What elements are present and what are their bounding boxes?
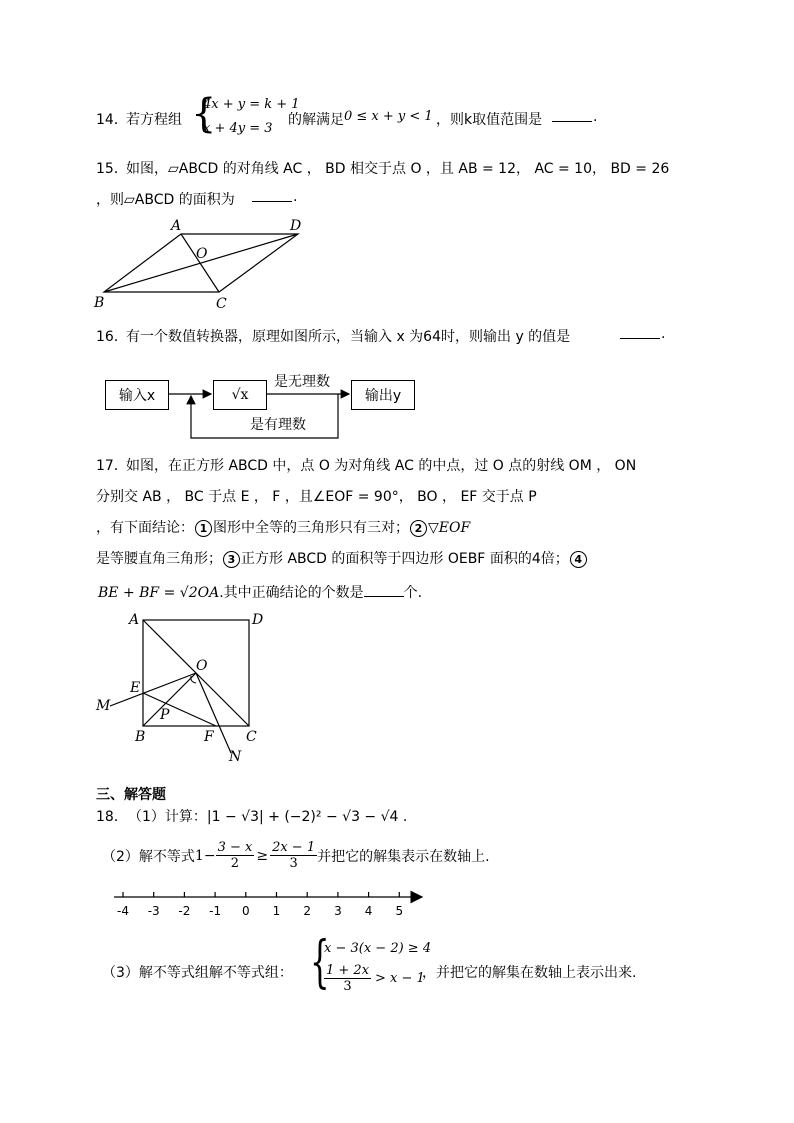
- conclusion-2-text: 是等腰直角三角形；: [96, 551, 222, 567]
- label-a: A: [171, 218, 182, 234]
- q18-part1: （1）计算：|1 − √3| + (−2)² − √3 − √4 .: [128, 809, 408, 825]
- q17-line4: [96, 548, 588, 568]
- q14-answer-blank: [552, 109, 592, 126]
- q14-brace: {: [191, 91, 217, 137]
- conclusion-1-marker: 1: [195, 520, 212, 537]
- flow-output-box: 输出y: [351, 380, 415, 410]
- q14-eq1: 4x + y = k + 1: [203, 97, 300, 112]
- q18-part2-tail: 并把它的解集表示在数轴上.: [317, 848, 490, 865]
- flow-input-box: 输入x: [105, 380, 169, 410]
- tick-label: 5: [395, 904, 404, 918]
- q18-part2-fraction1: $\frac{3 - x}{2}$: [217, 840, 253, 871]
- q17-number: 17．: [96, 458, 128, 474]
- q18-part2-fraction2: $\frac{2x - 1}{3}$: [272, 840, 316, 871]
- tick-label: 1: [272, 904, 281, 918]
- q15-parallelogram-figure: [88, 212, 318, 314]
- tick-label: 4: [364, 904, 373, 918]
- q17-square-figure: [90, 608, 270, 768]
- segment-ef: [143, 693, 216, 726]
- label-n-17: N: [229, 749, 242, 765]
- q17-line5: [98, 582, 422, 602]
- ray-om: [110, 673, 196, 706]
- tick-label: 2: [303, 904, 312, 918]
- q18-part3-lead: （3）解不等式组解不等式组：: [102, 965, 293, 981]
- q18-part3-tail: ，并把它的解集在数轴上表示出来.: [422, 965, 637, 981]
- tick-label: -3: [147, 904, 160, 918]
- conclusion-2-triangle: ▽EOF: [428, 520, 471, 536]
- q18-part3-eq2: [324, 963, 425, 994]
- q15-answer-blank: [252, 189, 292, 206]
- conclusion-4-text: BE + BF = √2OA: [98, 585, 220, 601]
- tick-label: -1: [209, 904, 222, 918]
- q15-end: .: [293, 189, 298, 205]
- q14-lead: 若方程组: [126, 112, 182, 128]
- q18-part3-eq1: x − 3(x − 2) ≥ 4: [324, 941, 432, 956]
- segment-bo: [143, 673, 196, 726]
- label-d-17: D: [252, 612, 264, 628]
- q15-line2: ，则▱ABCD 的面积为: [96, 192, 235, 208]
- conclusion-2-marker: 2: [410, 520, 427, 537]
- label-c: C: [216, 296, 227, 312]
- flow-label-irrational: 是无理数: [274, 374, 330, 390]
- q15-line1: 如图，▱ABCD 的对角线 AC ， BD 相交于点 O ，且 AB = 12， AC = 10， BD = 26: [126, 161, 670, 177]
- q17-line2: 分别交 AB ， BC 于点 E ， F ，且∠EOF = 90°， BO ， EF 交于点 P: [96, 489, 537, 505]
- number-line: [110, 888, 430, 922]
- tick-label: -4: [117, 904, 129, 918]
- q14-tail: ，则k取值范围是: [436, 112, 543, 128]
- label-p-17: P: [160, 707, 170, 723]
- tick-label: -2: [178, 904, 191, 918]
- label-c-17: C: [246, 729, 257, 745]
- q18-part2-lead: （2）解不等式: [102, 848, 195, 865]
- q17-question: .其中正确结论的个数是: [219, 585, 364, 601]
- label-f-17: F: [204, 729, 214, 745]
- q14-end: .: [593, 109, 598, 125]
- q18-part3-fraction: $\frac{1 + 2x}{3}$: [326, 963, 370, 994]
- conclusion-3-marker: 3: [223, 551, 240, 568]
- q15-number: 15．: [96, 161, 128, 177]
- label-o-17: O: [196, 658, 208, 674]
- label-m-17: M: [96, 698, 111, 714]
- diagonal-bd: [104, 234, 298, 292]
- q18-part2: [102, 840, 490, 871]
- q18-number: 18．: [96, 809, 128, 825]
- tick-label: 0: [241, 904, 250, 918]
- q18-part2-ge: ≥: [256, 847, 269, 864]
- flow-sqrt-box: √x: [213, 380, 267, 410]
- label-o: O: [196, 246, 208, 262]
- label-b-17: B: [135, 729, 146, 745]
- q18-part2-one: 1−: [194, 847, 216, 864]
- q17-line3: [96, 517, 470, 537]
- q14-mid: 的解满足: [288, 112, 344, 128]
- conclusion-3-text: 正方形 ABCD 的面积等于四边形 OEBF 面积的4倍；: [241, 551, 569, 567]
- q14-eq2: x + 4y = 3: [203, 121, 273, 136]
- q16-text: 有一个数值转换器，原理如图所示，当输入 x 为64时，则输出 y 的值是: [126, 329, 571, 345]
- number-line-ticks: [117, 892, 403, 918]
- q17-answer-blank: [364, 584, 404, 597]
- label-b: B: [94, 295, 105, 311]
- q17-line1: 如图，在正方形 ABCD 中，点 O 为对角线 AC 的中点，过 O 点的射线 OM ， ON: [126, 458, 637, 474]
- q14-condition: 0 ≤ x + y < 1: [344, 109, 433, 124]
- conclusion-1-text: 图形中全等的三角形只有三对；: [213, 520, 409, 536]
- section-title: 三、解答题: [96, 787, 166, 803]
- flow-label-rational: 是有理数: [250, 417, 306, 433]
- tick-label: 3: [334, 904, 342, 918]
- q16-answer-blank: [620, 326, 660, 343]
- conclusion-4-marker: 4: [570, 551, 587, 568]
- q14-number: 14．: [96, 112, 128, 128]
- q16-end: .: [661, 326, 666, 342]
- label-d: D: [290, 218, 302, 234]
- label-e-17: E: [130, 680, 141, 696]
- q17-end: 个.: [403, 585, 423, 601]
- label-a-17: A: [129, 612, 140, 628]
- q18-part3-brace: {: [310, 930, 330, 995]
- q16-number: 16．: [96, 329, 128, 345]
- q18-part3-gt: > x − 1: [375, 971, 425, 986]
- q17-line3-lead: ，有下面结论：: [96, 520, 194, 536]
